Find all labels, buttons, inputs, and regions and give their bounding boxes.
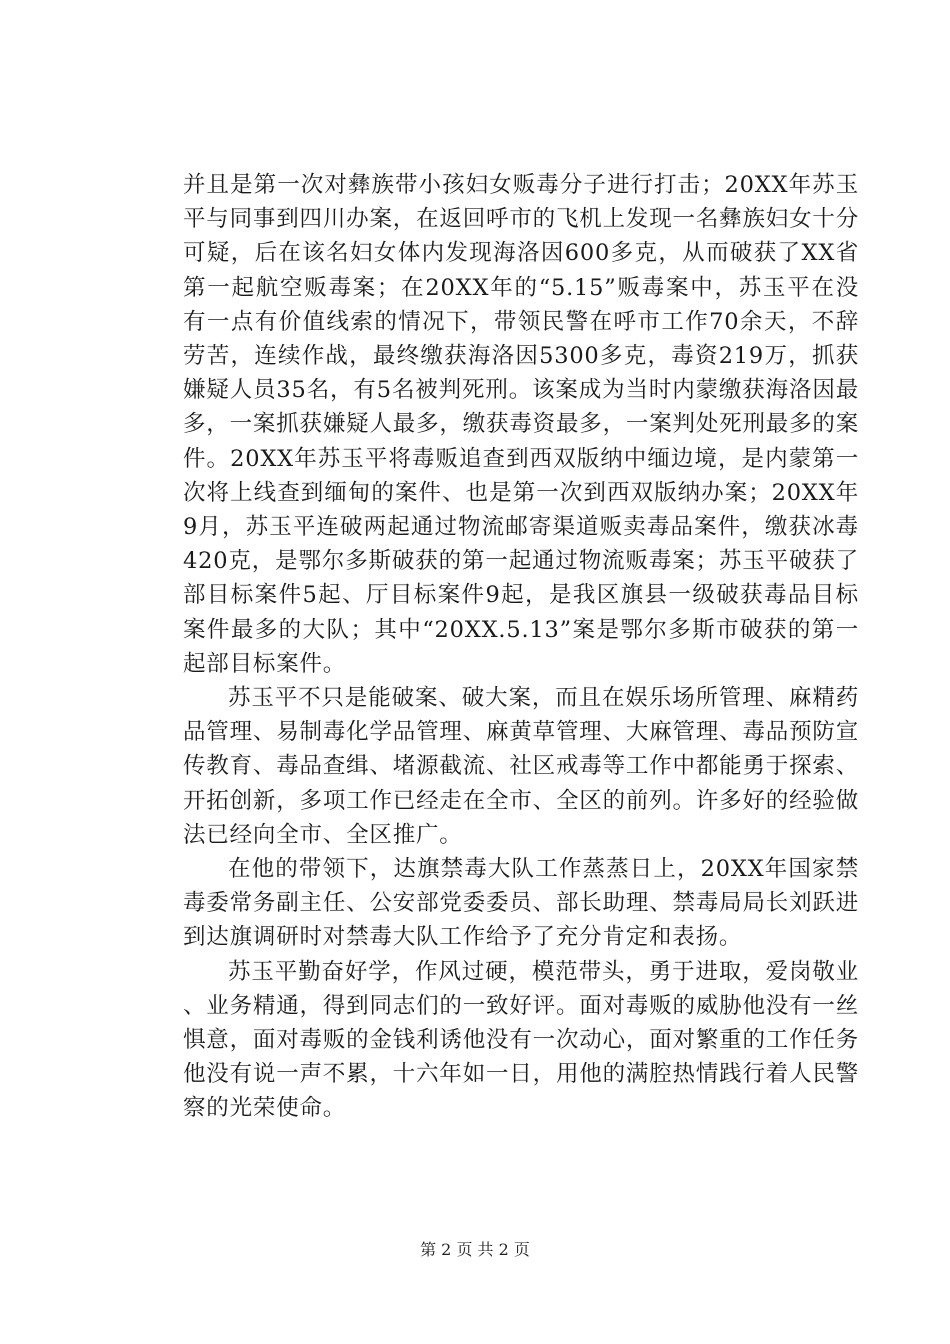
paragraph-work-scope: 苏玉平不只是能破案、破大案，而且在娱乐场所管理、麻精药品管理、易制毒化学品管理、麻黄草管理、大麻管理、毒品预防宣传教育、毒品查缉、堵源截流、社区戒毒等工作中都能勇于探索、开拓创新，多项工作已经走在全市、全区的前列。许多好的经验做法已经向全市、全区推广。 — [183, 685, 859, 848]
page-number-footer: 第 2 页 共 2 页 — [420, 1240, 530, 1259]
paragraph-continuation: 并且是第一次对彝族带小孩妇女贩毒分子进行打击；20XX年苏玉平与同事到四川办案，在返回呼市的飞机上发现一名彝族妇女十分可疑，后在该名妇女体内发现海洛因600多克，从而破获了XX省第一起航空贩毒案；在20XX年的“5.15”贩毒案中，苏玉平在没有一点有价值线索的情况下，带领民警在呼市工作70余天，不辞劳苦，连续作战，最终缴获海洛因5300多克，毒资219万，抓获嫌疑人员35名，有5名被判死刑。该案成为当时内蒙缴获海洛因最多，一案抓获嫌疑人最多，缴获毒资最多，一案判处死刑最多的案件。20XX年苏玉平将毒贩追查到西双版纳中缅边境，是内蒙第一次将上线查到缅甸的案件、也是第一次到西双版纳办案；20XX年9月，苏玉平连破两起通过物流邮寄渠道贩卖毒品案件，缴获冰毒420克，是鄂尔多斯破获的第一起通过物流贩毒案；苏玉平破获了部目标案件5起、厅目标案件9起，是我区旗县一级破获毒品目标案件最多的大队；其中“20XX.5.13”案是鄂尔多斯市破获的第一起部目标案件。 — [183, 172, 859, 677]
paragraph-leadership: 在他的带领下，达旗禁毒大队工作蒸蒸日上，20XX年国家禁毒委常务副主任、公安部党委委员、部长助理、禁毒局局长刘跃进到达旗调研时对禁毒大队工作给予了充分肯定和表扬。 — [183, 856, 859, 951]
paragraph-character: 苏玉平勤奋好学，作风过硬，模范带头，勇于进取，爱岗敬业、业务精通，得到同志们的一致好评。面对毒贩的威胁他没有一丝惧意，面对毒贩的金钱利诱他没有一次动心，面对繁重的工作任务他没有说一声不累，十六年如一日，用他的满腔热情践行着人民警察的光荣使命。 — [183, 958, 859, 1122]
document-body — [183, 168, 859, 1126]
